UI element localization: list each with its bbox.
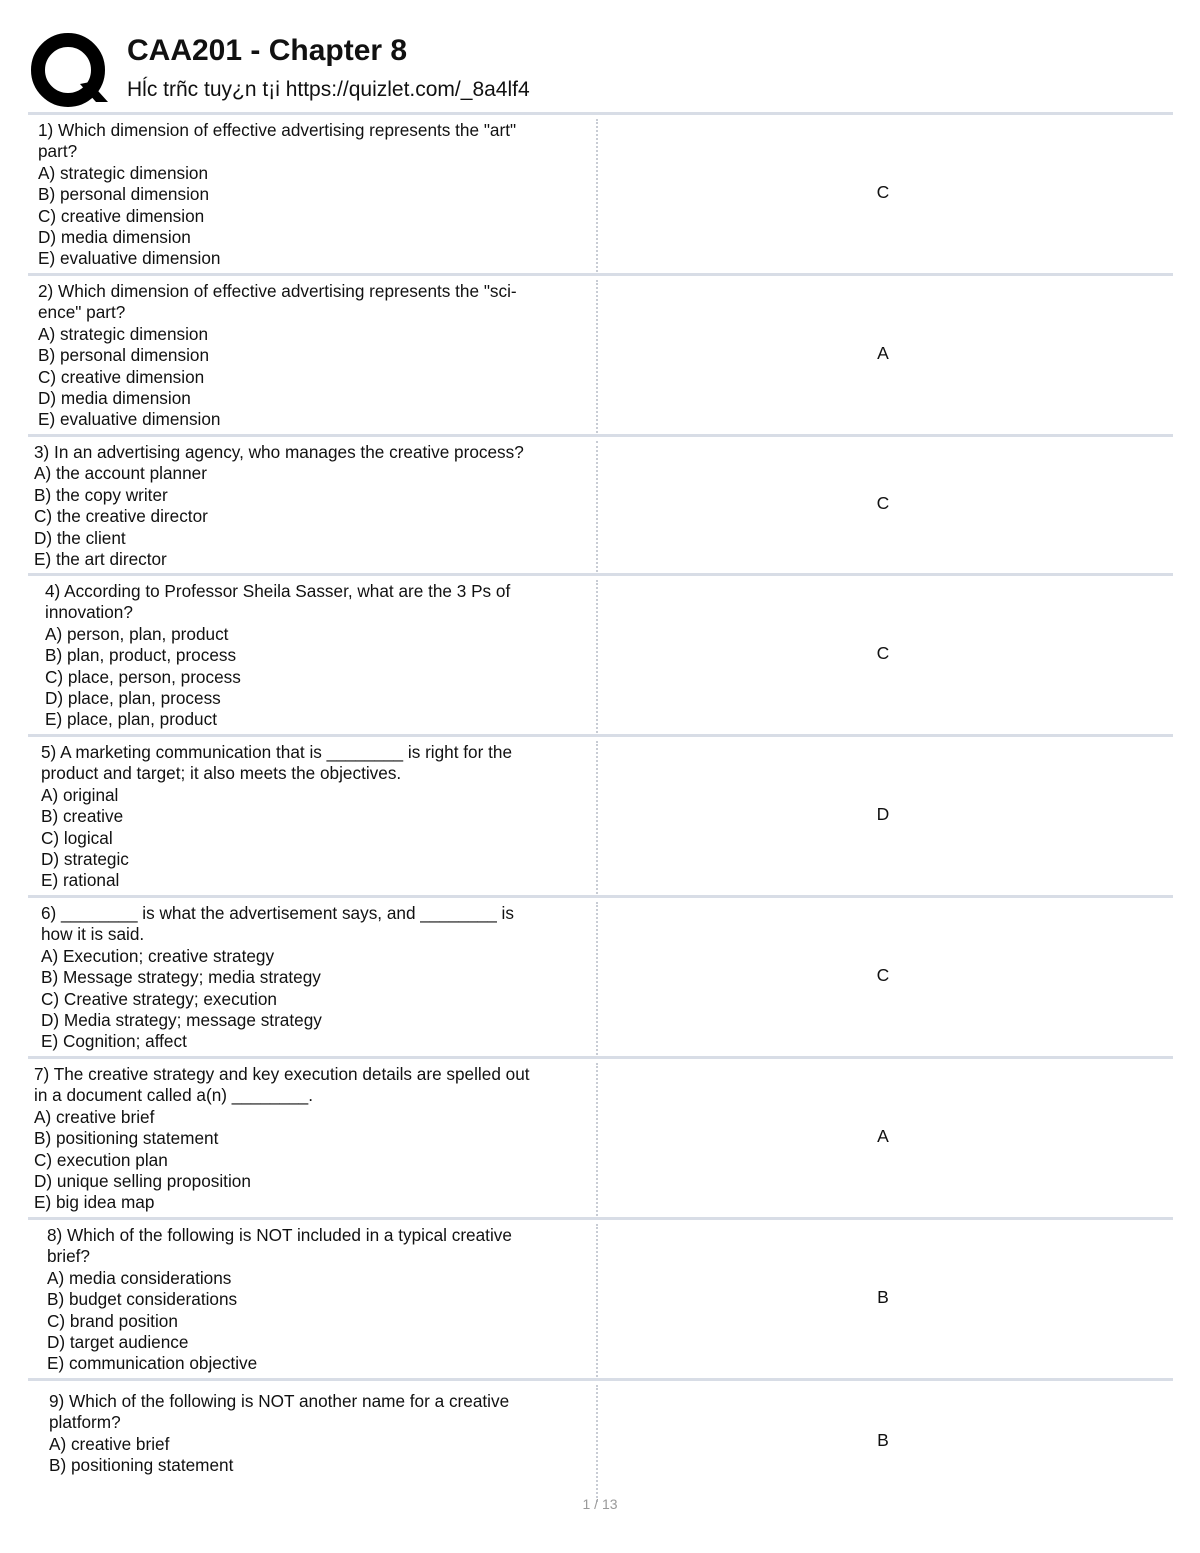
question-option: E) rational xyxy=(41,870,120,891)
column-divider xyxy=(596,119,598,272)
question-option: product and target; it also meets the objectives. xyxy=(41,763,402,784)
question-option: C) brand position xyxy=(47,1310,178,1331)
question-text xyxy=(47,1225,617,1375)
column-divider xyxy=(596,902,598,1055)
question-option: A) original xyxy=(41,784,119,805)
answer-text: B xyxy=(877,1429,889,1450)
document-title: CAA201 - Chapter 8 xyxy=(127,34,408,67)
question-text xyxy=(41,903,611,1053)
question-option: ence" part? xyxy=(38,302,126,323)
question-line: 7) The creative strategy and key execution details are spelled out xyxy=(34,1064,530,1084)
question-line: 5) A marketing communication that is ________ is right for the xyxy=(41,742,513,762)
question-option: C) place, person, process xyxy=(45,666,241,687)
question-line: 8) Which of the following is NOT included in a typical creative xyxy=(47,1225,512,1245)
answer-text: C xyxy=(876,964,890,985)
question-option: D) the client xyxy=(34,527,126,548)
page-number: 1 / 13 xyxy=(582,1496,618,1512)
question-option: B) creative xyxy=(41,806,124,827)
question-option: C) the creative director xyxy=(34,506,208,527)
answer-text: C xyxy=(876,642,890,663)
question-option: E) place, plan, product xyxy=(45,709,217,730)
question-option: innovation? xyxy=(45,602,133,623)
question-option: B) the copy writer xyxy=(34,484,168,505)
question-option: C) creative dimension xyxy=(38,205,205,226)
question-option: C) logical xyxy=(41,827,113,848)
question-option: D) strategic xyxy=(41,849,129,870)
question-row xyxy=(28,895,1173,1056)
answer-text: C xyxy=(876,492,890,513)
question-row xyxy=(28,1217,1173,1378)
question-option: D) Media strategy; message strategy xyxy=(41,1010,322,1031)
question-line: 9) Which of the following is NOT another name for a creative xyxy=(49,1391,510,1411)
column-divider xyxy=(596,741,598,894)
question-row xyxy=(28,573,1173,734)
question-option: part? xyxy=(38,141,78,162)
question-option: platform? xyxy=(49,1412,121,1433)
document-subtitle: Hĺc trñc tuy¿n t¡i https://quizlet.com/_8a4lf4 xyxy=(127,78,530,101)
quizlet-logo-icon xyxy=(30,32,110,112)
question-row xyxy=(28,734,1173,895)
answer-text: A xyxy=(877,342,889,363)
question-option: C) Creative strategy; execution xyxy=(41,988,277,1009)
question-row xyxy=(28,112,1173,273)
question-option: how it is said. xyxy=(41,924,145,945)
question-line: 4) According to Professor Sheila Sasser, what are the 3 Ps of xyxy=(45,581,511,601)
question-option: B) personal dimension xyxy=(38,345,210,366)
question-option: D) media dimension xyxy=(38,227,191,248)
question-option: A) creative brief xyxy=(49,1433,170,1454)
answer-text: D xyxy=(876,803,890,824)
column-divider xyxy=(596,441,598,572)
question-option: A) person, plan, product xyxy=(45,623,229,644)
question-line: 2) Which dimension of effective advertising represents the "sci- xyxy=(38,281,517,301)
question-option: A) media considerations xyxy=(47,1267,232,1288)
question-option: B) personal dimension xyxy=(38,184,210,205)
column-divider xyxy=(596,1385,598,1502)
question-option: B) positioning statement xyxy=(34,1128,219,1149)
question-option: C) creative dimension xyxy=(38,366,205,387)
question-text xyxy=(34,1064,604,1214)
question-text xyxy=(34,442,604,570)
question-text xyxy=(45,581,615,731)
question-row xyxy=(28,434,1173,573)
column-divider xyxy=(596,1063,598,1216)
question-option: A) strategic dimension xyxy=(38,323,209,344)
question-option: B) budget considerations xyxy=(47,1289,238,1310)
question-option: E) the art director xyxy=(34,549,167,570)
question-option: D) place, plan, process xyxy=(45,688,221,709)
question-option: A) the account planner xyxy=(34,463,207,484)
question-option: A) Execution; creative strategy xyxy=(41,945,275,966)
question-text xyxy=(38,281,608,431)
question-line: 3) In an advertising agency, who manages the creative process? xyxy=(34,442,524,462)
question-text xyxy=(41,742,611,892)
question-row xyxy=(28,1056,1173,1217)
question-text xyxy=(49,1391,619,1477)
question-option: E) evaluative dimension xyxy=(38,409,221,430)
question-option: C) execution plan xyxy=(34,1149,168,1170)
question-row xyxy=(28,1378,1173,1503)
question-option: E) communication objective xyxy=(47,1353,258,1374)
question-answer-table xyxy=(28,112,1173,1503)
question-option: E) Cognition; affect xyxy=(41,1031,187,1052)
answer-text: C xyxy=(876,181,890,202)
document-header xyxy=(30,30,1180,110)
question-option: D) target audience xyxy=(47,1332,189,1353)
column-divider xyxy=(596,580,598,733)
question-option: D) media dimension xyxy=(38,388,191,409)
column-divider xyxy=(596,280,598,433)
question-option: A) strategic dimension xyxy=(38,162,209,183)
question-option: B) positioning statement xyxy=(49,1455,234,1476)
question-option: brief? xyxy=(47,1246,90,1267)
question-option: B) plan, product, process xyxy=(45,645,237,666)
question-text xyxy=(38,120,608,270)
question-line: 1) Which dimension of effective advertising represents the "art" xyxy=(38,120,517,140)
question-option: A) creative brief xyxy=(34,1106,155,1127)
question-option: E) big idea map xyxy=(34,1192,155,1213)
answer-text: A xyxy=(877,1125,889,1146)
question-option: B) Message strategy; media strategy xyxy=(41,967,321,988)
question-line: 6) ________ is what the advertisement says, and ________ is xyxy=(41,903,514,923)
answer-text: B xyxy=(877,1286,889,1307)
column-divider xyxy=(596,1224,598,1377)
question-option: D) unique selling proposition xyxy=(34,1171,251,1192)
question-row xyxy=(28,273,1173,434)
question-option: E) evaluative dimension xyxy=(38,248,221,269)
question-option: in a document called a(n) ________. xyxy=(34,1085,314,1106)
